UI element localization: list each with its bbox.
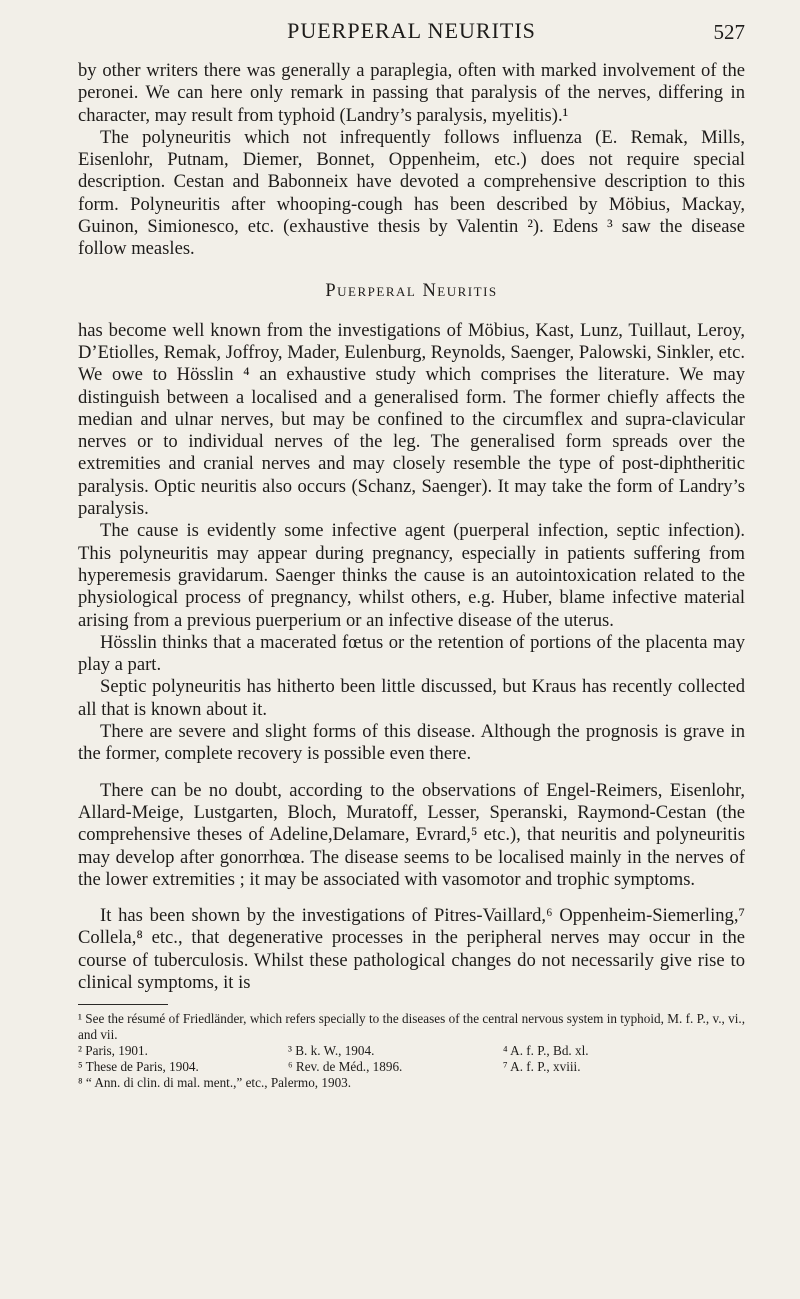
paragraph: The polyneuritis which not infrequently follows influenza (E. Remak, Mills, Eisenlohr, Putnam, Diemer, Bonnet, Oppenheim, etc.) does not require special description. Cestan and Babonneix have devoted a comprehensive description to this form. Polyneuritis after whooping-cough has been described by Möbius, Mackay, Guinon, Simionesco, etc. (exhaustive thesis by Valentin ²). Edens ³ saw the disease follow measles. — [78, 126, 745, 260]
paragraph: There can be no doubt, according to the observations of Engel-Reimers, Eisenlohr, Allard-Meige, Lustgarten, Bloch, Muratoff, Lesser, Speranski, Raymond-Cestan (the comprehensive theses of Adeline,Delamare, Evrard,⁵ etc.), that neuritis and polyneuritis may develop after gonorrhœa. The disease seems to be localised mainly in the nerves of the lower extremities ; it may be associated with vasomotor and trophic symptoms. — [78, 779, 745, 890]
footnote: ¹ See the résumé of Friedländer, which refers specially to the diseases of the central nervous system in typhoid, M. f. P., v., vi., and vii. — [78, 1011, 745, 1043]
paragraph: has become well known from the investigations of Möbius, Kast, Lunz, Tuillaut, Leroy, D’Etiolles, Remak, Joffroy, Mader, Eulenburg, Reynolds, Saenger, Palowski, Sinkler, etc. We owe to Hösslin ⁴ an exhaustive study which comprises the literature. We may distinguish between a localised and a generalised form. The former chiefly affects the median and ulnar nerves, but may be confined to the circumflex and supra-clavicular nerves or to individual nerves of the leg. The generalised form spreads over the extremities and cranial nerves and may closely resemble the type of post-diphtheritic paralysis. Optic neuritis also occurs (Schanz, Saenger). It may take the form of Landry’s paralysis. — [78, 319, 745, 520]
footnote: ⁷ A. f. P., xviii. — [503, 1059, 581, 1075]
paragraph: The cause is evidently some infective agent (puerperal infection, septic infection). This polyneuritis may appear during pregnancy, especially in patients suffering from hyperemesis gravidarum. Saenger thinks the cause is an autointoxication related to the physiological process of pregnancy, whilst others, e.g. Huber, blame infective material arising from a previous puerperium or an infective disease of the uterus. — [78, 520, 745, 631]
footnote: ⁴ A. f. P., Bd. xl. — [503, 1043, 589, 1059]
paragraph: by other writers there was generally a paraplegia, often with marked involvement of the peronei. We can here only remark in passing that paralysis of the nerves, differing in character, may result from typhoid (Landry’s paralysis, myelitis).¹ — [78, 60, 745, 126]
paragraph: Hösslin thinks that a macerated fœtus or the retention of portions of the placenta may play a part. — [78, 631, 745, 676]
footnote-row — [78, 1043, 745, 1059]
running-title: PUERPERAL NEURITIS — [287, 18, 536, 43]
paragraph: It has been shown by the investigations of Pitres-Vaillard,⁶ Oppenheim-Siemerling,⁷ Collela,⁸ etc., that degenerative processes in the peripheral nerves may occur in the course of tuberculosis. Whilst these pathological changes do not necessarily give rise to clinical symptoms, it is — [78, 905, 745, 993]
footnote: ² Paris, 1901. — [78, 1043, 148, 1059]
page-number: 527 — [713, 20, 745, 44]
footnote-rule — [78, 1004, 168, 1005]
body-text — [78, 60, 745, 994]
footnote: ³ B. k. W., 1904. — [288, 1043, 375, 1059]
section-heading: Puerperal Neuritis — [325, 280, 498, 301]
paragraph: There are severe and slight forms of this disease. Although the prognosis is grave in the former, complete recovery is possible even there. — [78, 721, 745, 765]
footnote-row — [78, 1059, 745, 1075]
running-head — [78, 0, 745, 60]
paragraph: Septic polyneuritis has hitherto been little discussed, but Kraus has recently collected all that is known about it. — [78, 676, 745, 720]
footnote: ⁸ “ Ann. di clin. di mal. ment.,” etc., Palermo, 1903. — [78, 1075, 352, 1091]
footnotes — [78, 1011, 745, 1091]
footnote: ⁶ Rev. de Méd., 1896. — [288, 1059, 403, 1075]
footnote: ⁵ These de Paris, 1904. — [78, 1059, 199, 1075]
